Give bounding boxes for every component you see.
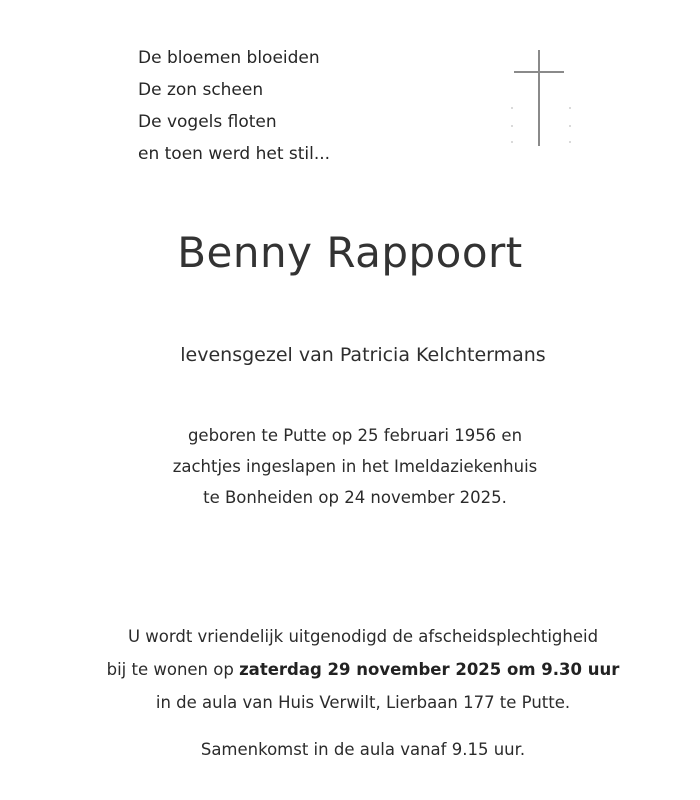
poem: [138, 42, 330, 170]
poem-line: en toen werd het stil...: [138, 144, 331, 164]
poem-line: De bloemen bloeiden: [138, 48, 320, 68]
birth-death-text: [0, 420, 700, 513]
ceremony-line: in de aula van Huis Verwilt, Lierbaan 177 te Putte.: [155, 693, 571, 712]
gathering-text: Samenkomst in de aula vanaf 9.15 uur.: [200, 740, 526, 759]
deceased-name: Benny Rappoort: [177, 228, 523, 277]
poem-line: De zon scheen: [138, 80, 264, 100]
ceremony-line: [0, 653, 700, 686]
birth-death-line: te Bonheiden op 24 november 2025.: [203, 488, 507, 507]
poem-line: De vogels floten: [138, 112, 277, 132]
relation-text: levensgezel van Patricia Kelchtermans: [180, 344, 546, 366]
ceremony-line-prefix: bij te wonen op: [106, 660, 240, 679]
ceremony-date-time: zaterdag 29 november 2025 om 9.30 uur: [239, 660, 620, 679]
cross-icon: [506, 46, 576, 156]
birth-death-line: geboren te Putte op 25 februari 1956 en: [187, 426, 523, 445]
birth-death-line: zachtjes ingeslapen in het Imeldaziekenhuis: [172, 457, 538, 476]
ceremony-line: U wordt vriendelijk uitgenodigd de afscheidsplechtigheid: [127, 627, 599, 646]
ceremony-invitation: [0, 620, 700, 719]
